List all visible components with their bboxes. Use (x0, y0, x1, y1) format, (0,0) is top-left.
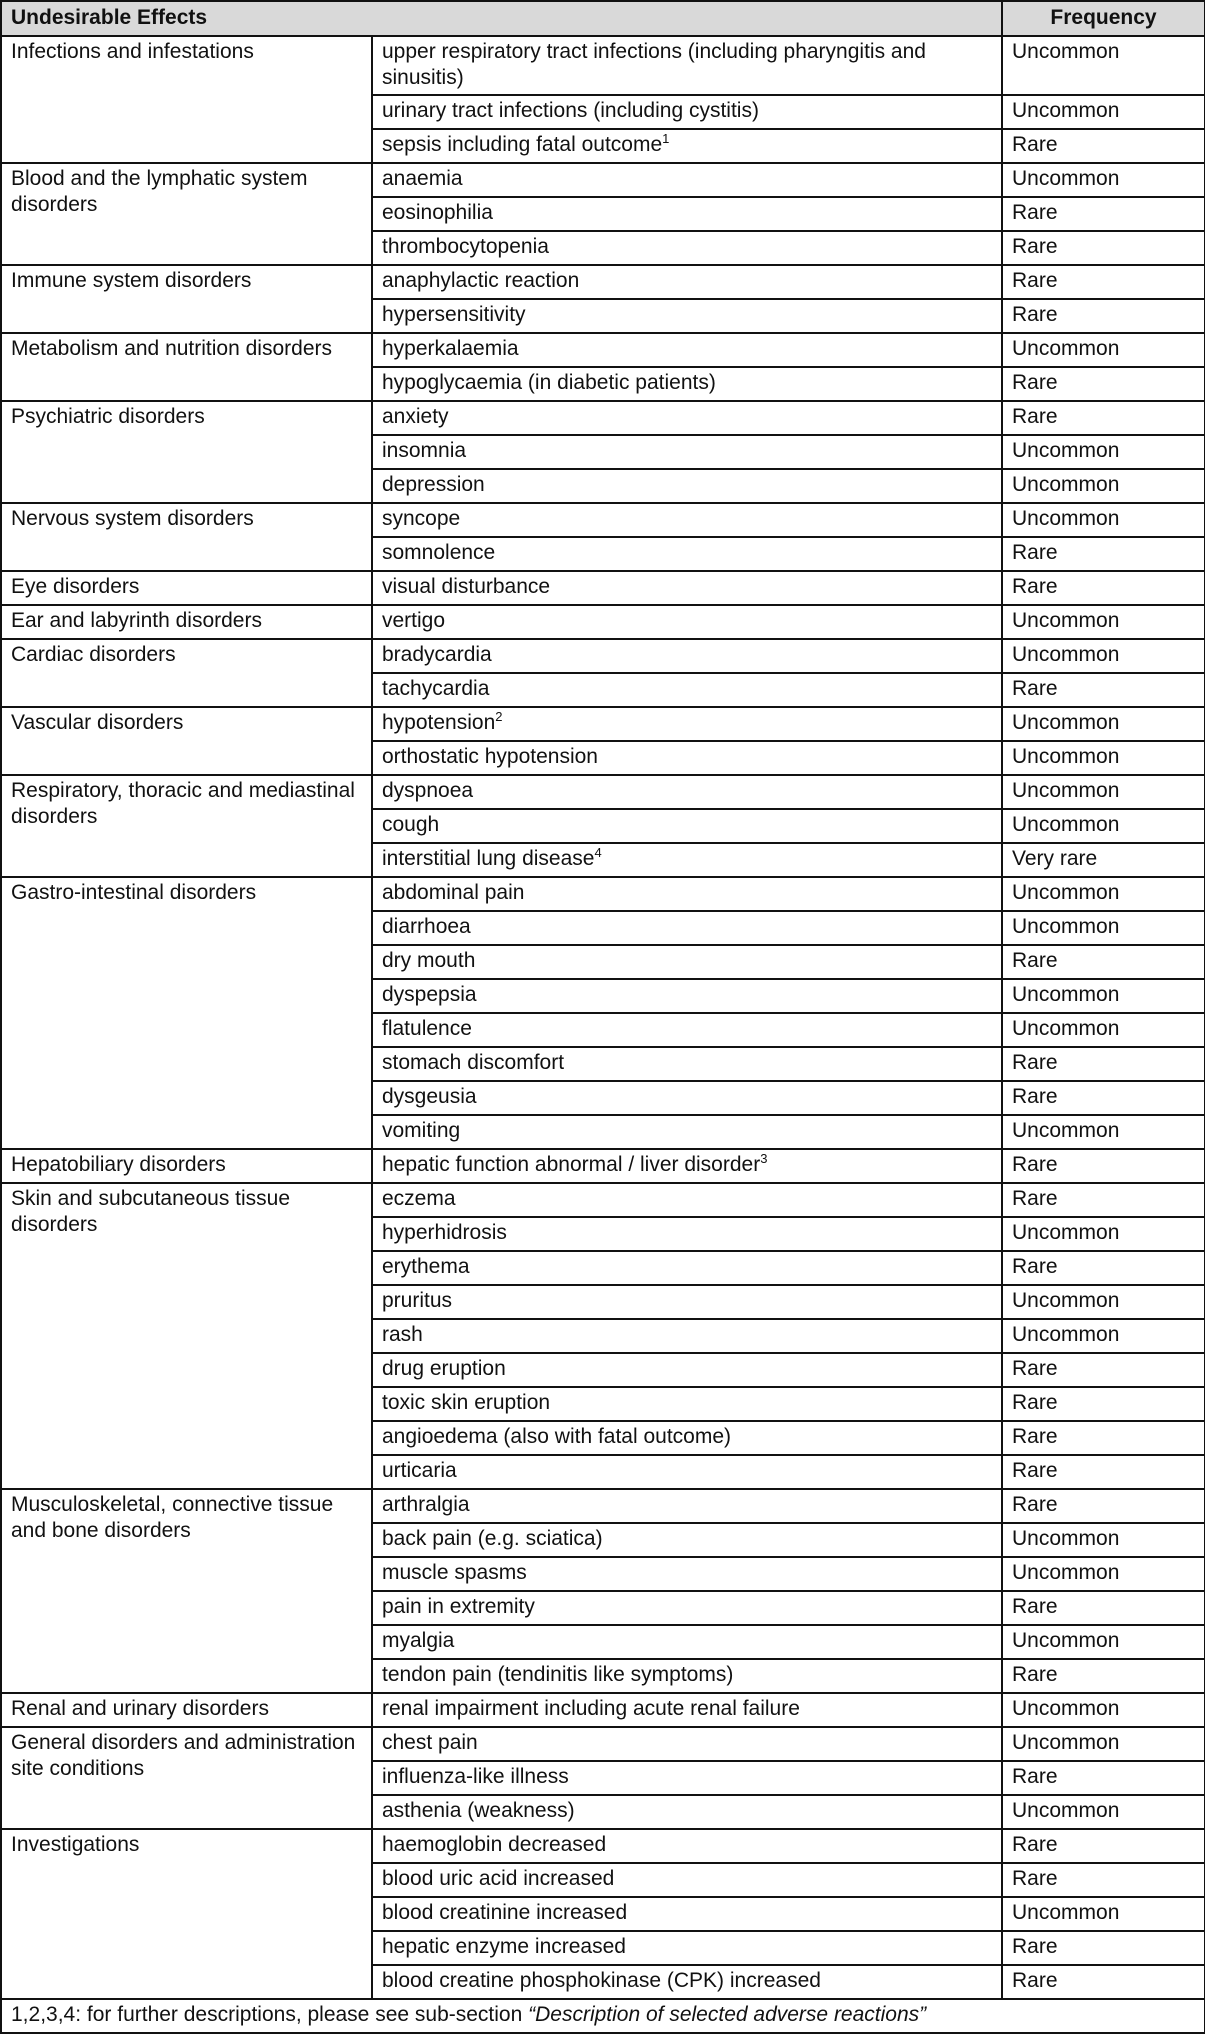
table-row (1, 1829, 1205, 1863)
effect-text: vomiting (382, 1119, 461, 1142)
effect-text: upper respiratory tract infections (including pharyngitis and sinusitis) (382, 40, 926, 89)
effect-text: insomnia (382, 439, 467, 462)
effect-text: pruritus (382, 1289, 453, 1312)
table-row (1, 775, 1205, 809)
effect-text: haemoglobin decreased (382, 1833, 607, 1856)
effect-text: vertigo (382, 609, 446, 632)
table-row (1, 265, 1205, 299)
effect-cell (372, 1013, 1002, 1047)
frequency-cell: Rare (1002, 571, 1205, 605)
system-organ-class-cell: Respiratory, thoracic and mediastinal disorders (1, 775, 372, 877)
frequency-cell: Uncommon (1002, 1897, 1205, 1931)
system-organ-class-cell: Cardiac disorders (1, 639, 372, 707)
effect-text: rash (382, 1323, 423, 1346)
effect-text: erythema (382, 1255, 470, 1278)
effect-text: dry mouth (382, 949, 476, 972)
frequency-cell: Rare (1002, 1081, 1205, 1115)
frequency-cell: Uncommon (1002, 333, 1205, 367)
frequency-cell: Rare (1002, 1489, 1205, 1523)
effect-cell (372, 673, 1002, 707)
effect-cell (372, 945, 1002, 979)
system-organ-class-cell: Ear and labyrinth disorders (1, 605, 372, 639)
effect-text: urinary tract infections (including cystitis) (382, 99, 759, 122)
frequency-cell: Rare (1002, 1965, 1205, 1999)
effect-text: syncope (382, 507, 461, 530)
footnote-emphasis: “Description of selected adverse reactions” (528, 2003, 927, 2026)
frequency-cell: Uncommon (1002, 435, 1205, 469)
effect-cell (372, 129, 1002, 163)
footnote-row (1, 1999, 1205, 2033)
effect-cell (372, 1183, 1002, 1217)
frequency-cell: Uncommon (1002, 877, 1205, 911)
effect-text: drug eruption (382, 1357, 506, 1380)
effect-text: hyperhidrosis (382, 1221, 507, 1244)
frequency-cell: Uncommon (1002, 911, 1205, 945)
effect-cell (372, 1421, 1002, 1455)
footnote-marker: 1 (662, 131, 670, 146)
effect-text: sepsis including fatal outcome (382, 133, 663, 156)
effect-text: myalgia (382, 1629, 455, 1652)
frequency-cell: Uncommon (1002, 1523, 1205, 1557)
system-organ-class-cell: Vascular disorders (1, 707, 372, 775)
table-row (1, 1489, 1205, 1523)
table-row (1, 401, 1205, 435)
system-organ-class-cell: Investigations (1, 1829, 372, 1999)
table-row (1, 1693, 1205, 1727)
table-row (1, 1149, 1205, 1183)
effect-text: muscle spasms (382, 1561, 527, 1584)
effect-cell (372, 843, 1002, 877)
effect-cell (372, 435, 1002, 469)
effect-text: somnolence (382, 541, 496, 564)
effect-text: chest pain (382, 1731, 478, 1754)
effect-text: angioedema (also with fatal outcome) (382, 1425, 732, 1448)
footnote-marker: 4 (594, 845, 602, 860)
table-row (1, 503, 1205, 537)
effect-text: abdominal pain (382, 881, 525, 904)
effect-cell (372, 605, 1002, 639)
effect-text: blood uric acid increased (382, 1867, 615, 1890)
frequency-cell: Rare (1002, 1863, 1205, 1897)
effect-text: stomach discomfort (382, 1051, 565, 1074)
effect-cell (372, 1897, 1002, 1931)
frequency-cell: Uncommon (1002, 36, 1205, 95)
effect-cell (372, 911, 1002, 945)
frequency-cell: Rare (1002, 1761, 1205, 1795)
effect-text: hepatic enzyme increased (382, 1935, 626, 1958)
table-row (1, 1727, 1205, 1761)
frequency-cell: Uncommon (1002, 503, 1205, 537)
effect-cell (372, 367, 1002, 401)
effect-cell (372, 1387, 1002, 1421)
effect-text: renal impairment including acute renal failure (382, 1697, 800, 1720)
effect-text: visual disturbance (382, 575, 551, 598)
effect-cell (372, 1761, 1002, 1795)
effect-cell (372, 571, 1002, 605)
table-row (1, 877, 1205, 911)
effect-cell (372, 1455, 1002, 1489)
frequency-cell: Uncommon (1002, 1319, 1205, 1353)
effect-cell (372, 1081, 1002, 1115)
frequency-cell: Rare (1002, 367, 1205, 401)
frequency-cell: Uncommon (1002, 1217, 1205, 1251)
system-organ-class-cell: Infections and infestations (1, 36, 372, 163)
effect-cell (372, 36, 1002, 95)
frequency-cell: Rare (1002, 1353, 1205, 1387)
frequency-cell: Rare (1002, 231, 1205, 265)
system-organ-class-cell: Musculoskeletal, connective tissue and bone disorders (1, 1489, 372, 1693)
effect-text: dyspnoea (382, 779, 474, 802)
effect-cell (372, 1353, 1002, 1387)
system-organ-class-cell: Eye disorders (1, 571, 372, 605)
effect-cell (372, 1591, 1002, 1625)
frequency-cell: Very rare (1002, 843, 1205, 877)
table-row (1, 639, 1205, 673)
frequency-cell: Uncommon (1002, 707, 1205, 741)
frequency-cell: Uncommon (1002, 809, 1205, 843)
effect-text: hypoglycaemia (in diabetic patients) (382, 371, 716, 394)
effect-text: interstitial lung disease (382, 847, 595, 870)
effect-text: back pain (e.g. sciatica) (382, 1527, 603, 1550)
frequency-cell: Rare (1002, 1829, 1205, 1863)
effect-cell (372, 809, 1002, 843)
effect-cell (372, 1795, 1002, 1829)
frequency-cell: Uncommon (1002, 741, 1205, 775)
effect-text: asthenia (weakness) (382, 1799, 575, 1822)
frequency-cell: Rare (1002, 945, 1205, 979)
effect-cell (372, 469, 1002, 503)
frequency-cell: Uncommon (1002, 1115, 1205, 1149)
table-row (1, 1183, 1205, 1217)
effect-text: arthralgia (382, 1493, 470, 1516)
effect-cell (372, 299, 1002, 333)
footnote-marker: 2 (495, 709, 503, 724)
system-organ-class-cell: Immune system disorders (1, 265, 372, 333)
effect-text: dyspepsia (382, 983, 477, 1006)
effect-cell (372, 1965, 1002, 1999)
effect-text: bradycardia (382, 643, 492, 666)
footnote-text: 1,2,3,4: for further descriptions, please see sub-section (11, 2003, 529, 2026)
effect-cell (372, 1115, 1002, 1149)
header-frequency: Frequency (1002, 1, 1205, 36)
effect-cell (372, 95, 1002, 129)
effect-cell (372, 333, 1002, 367)
effect-cell (372, 163, 1002, 197)
effect-cell (372, 1659, 1002, 1693)
frequency-cell: Rare (1002, 129, 1205, 163)
effect-cell (372, 1149, 1002, 1183)
effect-cell (372, 741, 1002, 775)
effect-cell (372, 639, 1002, 673)
frequency-cell: Rare (1002, 1183, 1205, 1217)
effect-cell (372, 1523, 1002, 1557)
effect-cell (372, 1285, 1002, 1319)
effect-text: flatulence (382, 1017, 472, 1040)
effect-cell (372, 1217, 1002, 1251)
effect-text: toxic skin eruption (382, 1391, 551, 1414)
effect-cell (372, 1625, 1002, 1659)
effect-text: urticaria (382, 1459, 457, 1482)
header-undesirable-effects: Undesirable Effects (1, 1, 1002, 36)
effect-text: eczema (382, 1187, 456, 1210)
frequency-cell: Uncommon (1002, 775, 1205, 809)
effect-cell (372, 1557, 1002, 1591)
effect-text: hypersensitivity (382, 303, 526, 326)
effect-cell (372, 401, 1002, 435)
table-row (1, 163, 1205, 197)
frequency-cell: Uncommon (1002, 639, 1205, 673)
frequency-cell: Uncommon (1002, 979, 1205, 1013)
effect-cell (372, 1931, 1002, 1965)
frequency-cell: Uncommon (1002, 605, 1205, 639)
effect-text: blood creatinine increased (382, 1901, 628, 1924)
frequency-cell: Rare (1002, 1251, 1205, 1285)
frequency-cell: Uncommon (1002, 1795, 1205, 1829)
frequency-cell: Rare (1002, 1931, 1205, 1965)
system-organ-class-cell: Renal and urinary disorders (1, 1693, 372, 1727)
effect-cell (372, 1863, 1002, 1897)
effect-cell (372, 979, 1002, 1013)
frequency-cell: Uncommon (1002, 1625, 1205, 1659)
frequency-cell: Uncommon (1002, 469, 1205, 503)
system-organ-class-cell: Gastro-intestinal disorders (1, 877, 372, 1149)
frequency-cell: Rare (1002, 1149, 1205, 1183)
frequency-cell: Rare (1002, 1387, 1205, 1421)
effect-cell (372, 503, 1002, 537)
effect-cell (372, 707, 1002, 741)
effect-text: tachycardia (382, 677, 490, 700)
system-organ-class-cell: Metabolism and nutrition disorders (1, 333, 372, 401)
effect-cell (372, 537, 1002, 571)
system-organ-class-cell: Psychiatric disorders (1, 401, 372, 503)
effect-text: anxiety (382, 405, 449, 428)
frequency-cell: Rare (1002, 1047, 1205, 1081)
system-organ-class-cell: General disorders and administration site conditions (1, 1727, 372, 1829)
effect-cell (372, 1727, 1002, 1761)
effect-text: pain in extremity (382, 1595, 535, 1618)
effect-cell (372, 1047, 1002, 1081)
effect-text: dysgeusia (382, 1085, 477, 1108)
effect-cell (372, 775, 1002, 809)
frequency-cell: Uncommon (1002, 1693, 1205, 1727)
effect-text: tendon pain (tendinitis like symptoms) (382, 1663, 734, 1686)
frequency-cell: Uncommon (1002, 1727, 1205, 1761)
effect-text: thrombocytopenia (382, 235, 549, 258)
frequency-cell: Rare (1002, 299, 1205, 333)
effect-cell (372, 1829, 1002, 1863)
effect-text: anaemia (382, 167, 463, 190)
effect-cell (372, 1489, 1002, 1523)
frequency-cell: Rare (1002, 1455, 1205, 1489)
frequency-cell: Rare (1002, 265, 1205, 299)
table-body (1, 36, 1205, 1999)
table-row (1, 605, 1205, 639)
effect-text: orthostatic hypotension (382, 745, 598, 768)
table-row (1, 36, 1205, 95)
effect-cell (372, 197, 1002, 231)
system-organ-class-cell: Skin and subcutaneous tissue disorders (1, 1183, 372, 1489)
effect-text: hyperkalaemia (382, 337, 519, 360)
footnote-marker: 3 (760, 1151, 768, 1166)
frequency-cell: Uncommon (1002, 95, 1205, 129)
effect-cell (372, 1319, 1002, 1353)
effect-text: eosinophilia (382, 201, 493, 224)
effect-text: hepatic function abnormal / liver disorder (382, 1153, 761, 1176)
effect-cell (372, 877, 1002, 911)
frequency-cell: Rare (1002, 1591, 1205, 1625)
effect-cell (372, 265, 1002, 299)
system-organ-class-cell: Nervous system disorders (1, 503, 372, 571)
table-row (1, 571, 1205, 605)
frequency-cell: Rare (1002, 401, 1205, 435)
table-header-row (1, 1, 1205, 36)
frequency-cell: Rare (1002, 537, 1205, 571)
frequency-cell: Rare (1002, 1421, 1205, 1455)
effect-text: hypotension (382, 711, 496, 734)
frequency-cell: Rare (1002, 1659, 1205, 1693)
system-organ-class-cell: Hepatobiliary disorders (1, 1149, 372, 1183)
effect-cell (372, 1693, 1002, 1727)
effect-text: depression (382, 473, 485, 496)
frequency-cell: Rare (1002, 673, 1205, 707)
effect-text: diarrhoea (382, 915, 471, 938)
table-row (1, 333, 1205, 367)
effect-cell (372, 231, 1002, 265)
frequency-cell: Uncommon (1002, 1285, 1205, 1319)
effect-text: blood creatine phosphokinase (CPK) increased (382, 1969, 821, 1992)
table-row (1, 707, 1205, 741)
footnote (1, 1999, 1205, 2033)
frequency-cell: Uncommon (1002, 1557, 1205, 1591)
effect-cell (372, 1251, 1002, 1285)
effect-text: influenza-like illness (382, 1765, 569, 1788)
frequency-cell: Uncommon (1002, 163, 1205, 197)
frequency-cell: Uncommon (1002, 1013, 1205, 1047)
system-organ-class-cell: Blood and the lymphatic system disorders (1, 163, 372, 265)
frequency-cell: Rare (1002, 197, 1205, 231)
effect-text: cough (382, 813, 440, 836)
effect-text: anaphylactic reaction (382, 269, 580, 292)
